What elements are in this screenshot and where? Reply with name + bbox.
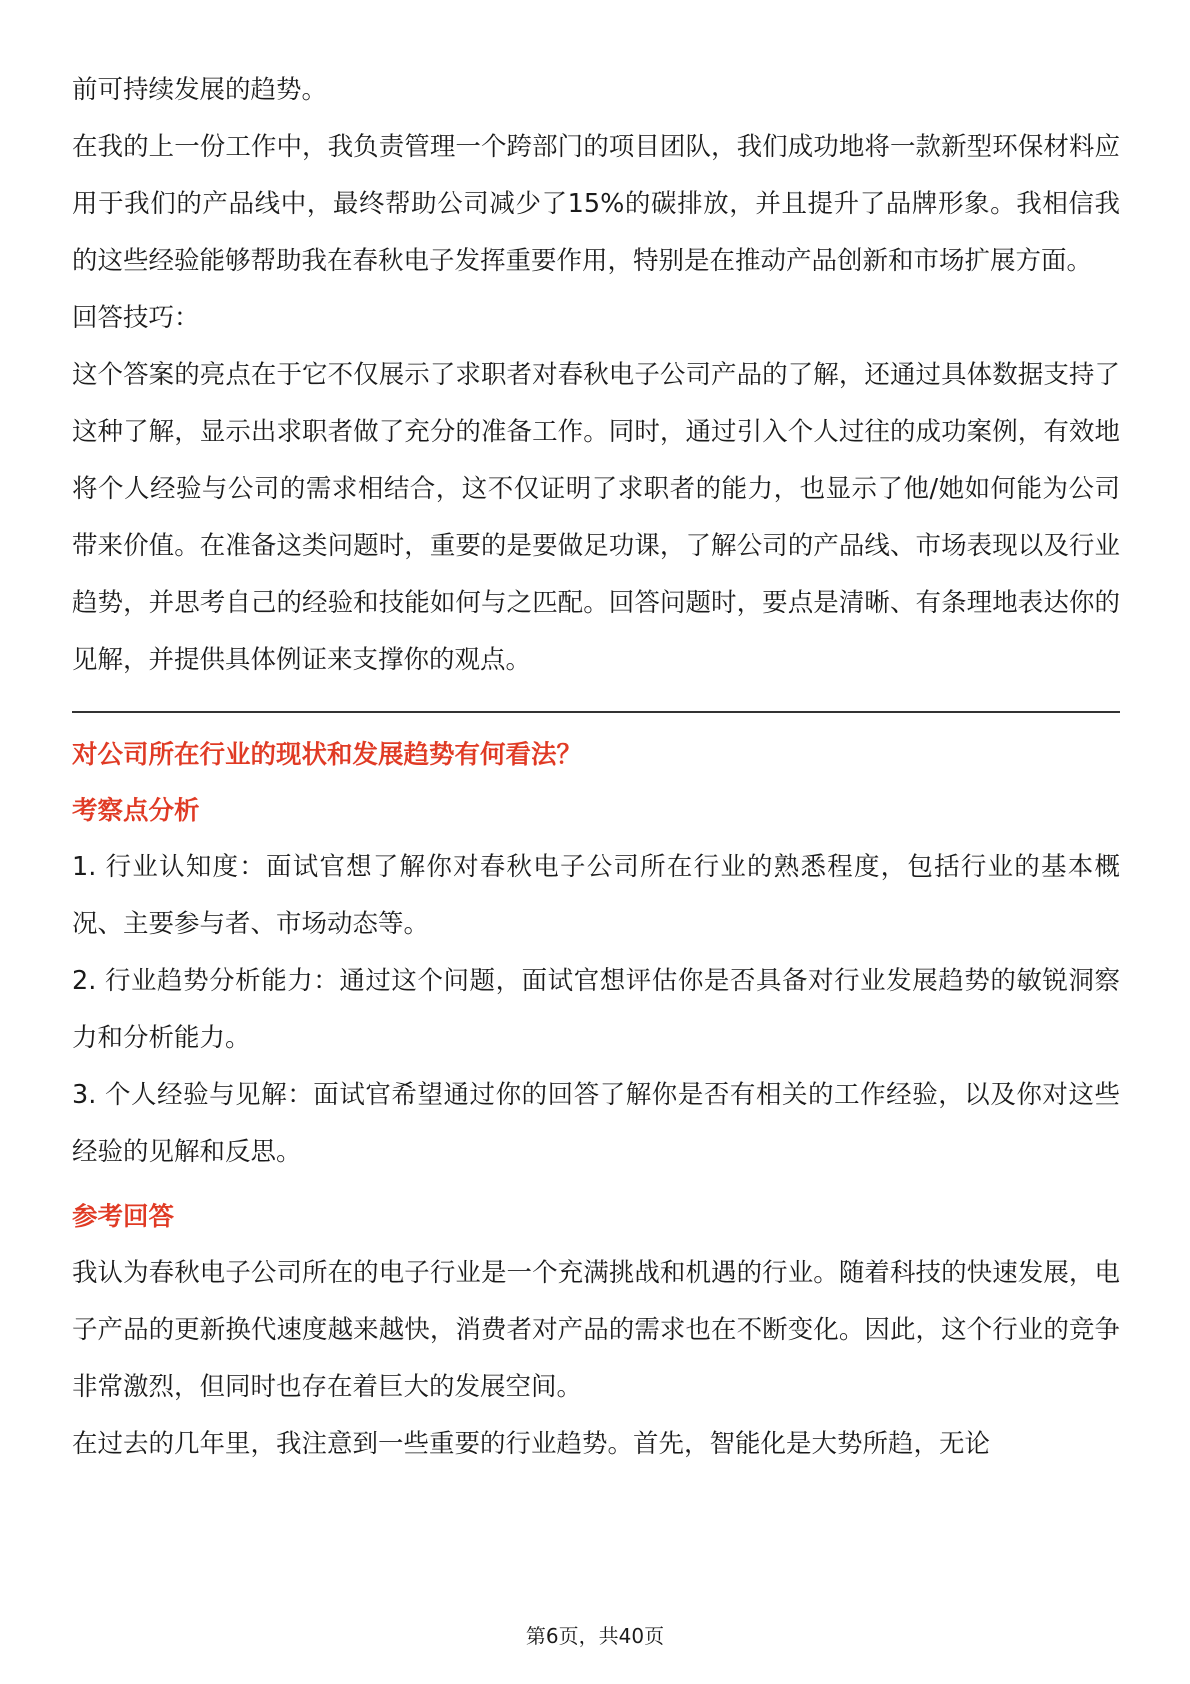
section-divider bbox=[72, 711, 1120, 713]
answer-heading: 参考回答 bbox=[72, 1202, 175, 1232]
question-title: 对公司所在行业的现状和发展趋势有何看法？ bbox=[72, 740, 583, 770]
paragraph: 前可持续发展的趋势。 bbox=[72, 75, 328, 105]
paragraph: 在我的上一份工作中，我负责管理一个跨部门的项目团队，我们成功地将一款新型环保材料应用于我们的产品线中，最终帮助公司减少了15%的碳排放，并且提升了品牌形象。我相信我的这些经验能够帮助我在春秋电子发挥重要作用，特别是在推动产品创新和市场扩展方面。 bbox=[72, 132, 1120, 276]
page-number: 第6页，共40页 bbox=[525, 1624, 665, 1648]
analysis-heading: 考察点分析 bbox=[72, 796, 200, 826]
analysis-point: 2. 行业趋势分析能力：通过这个问题，面试官想评估你是否具备对行业发展趋势的敏锐洞察力和分析能力。 bbox=[72, 966, 1120, 1053]
paragraph: 这个答案的亮点在于它不仅展示了求职者对春秋电子公司产品的了解，还通过具体数据支持了这种了解，显示出求职者做了充分的准备工作。同时，通过引入个人过往的成功案例，有效地将个人经验与公司的需求相结合，这不仅证明了求职者的能力，也显示了他/她如何能为公司带来价值。在准备这类问题时，重要的是要做足功课，了解公司的产品线、市场表现以及行业趋势，并思考自己的经验和技能如何与之匹配。回答问题时，要点是清晰、有条理地表达你的见解，并提供具体例证来支撑你的观点。 bbox=[72, 360, 1120, 675]
answer-tips-label: 回答技巧： bbox=[72, 303, 200, 333]
answer-paragraph: 在过去的几年里，我注意到一些重要的行业趋势。首先，智能化是大势所趋，无论 bbox=[72, 1429, 991, 1459]
analysis-point: 1. 行业认知度：面试官想了解你对春秋电子公司所在行业的熟悉程度，包括行业的基本概况、主要参与者、市场动态等。 bbox=[72, 852, 1120, 939]
answer-paragraph: 我认为春秋电子公司所在的电子行业是一个充满挑战和机遇的行业。随着科技的快速发展，电子产品的更新换代速度越来越快，消费者对产品的需求也在不断变化。因此，这个行业的竞争非常激烈，但同时也存在着巨大的发展空间。 bbox=[72, 1258, 1120, 1402]
document-body bbox=[72, 62, 1120, 1473]
analysis-point: 3. 个人经验与见解：面试官希望通过你的回答了解你是否有相关的工作经验，以及你对这些经验的见解和反思。 bbox=[72, 1080, 1120, 1167]
